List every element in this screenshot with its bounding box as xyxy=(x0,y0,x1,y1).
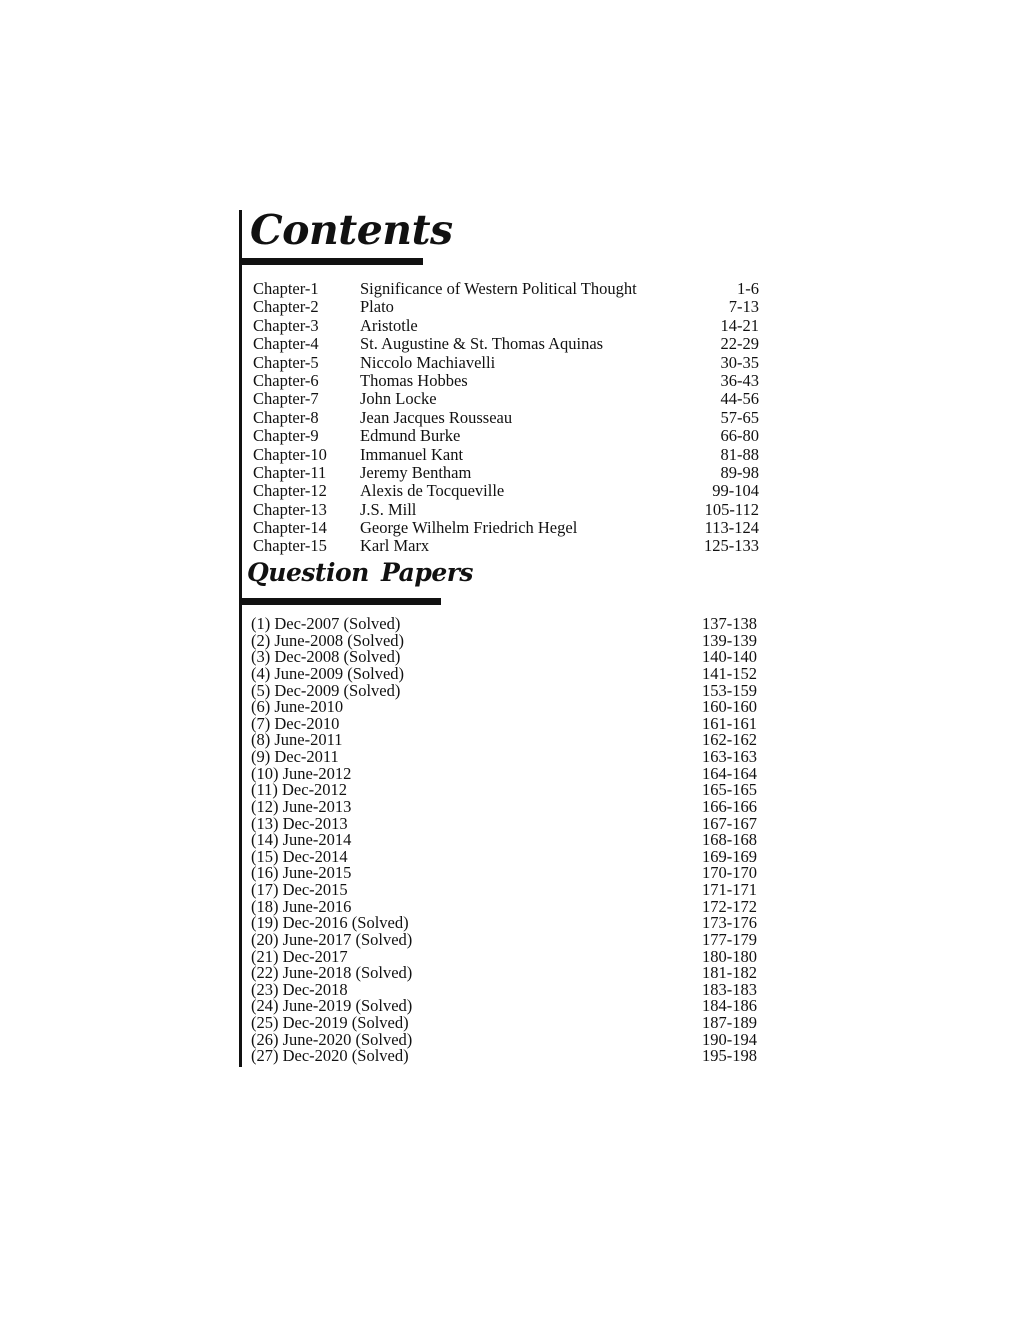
chapter-number: Chapter-9 xyxy=(253,426,319,446)
chapter-title: Karl Marx xyxy=(360,536,430,556)
paper-pages: 160-160 xyxy=(702,697,757,717)
paper-label: (7) Dec-2010 xyxy=(251,713,340,733)
paper-label: (11) Dec-2012 xyxy=(251,780,348,800)
paper-pages: 173-176 xyxy=(702,913,757,933)
paper-label: (15) Dec-2014 xyxy=(251,846,348,866)
paper-label: (26) June-2020 (Solved) xyxy=(251,1029,413,1049)
paper-pages: 172-172 xyxy=(702,896,757,916)
chapter-title: J.S. Mill xyxy=(360,499,417,519)
question-papers-heading-underline xyxy=(241,598,441,605)
chapter-title: Plato xyxy=(360,297,394,317)
paper-label: (4) June-2009 (Solved) xyxy=(251,663,405,683)
chapter-title: Jean Jacques Rousseau xyxy=(360,407,513,427)
chapter-list xyxy=(253,280,759,556)
chapter-title: St. Augustine & St. Thomas Aquinas xyxy=(360,334,604,354)
paper-pages: 162-162 xyxy=(702,730,757,750)
chapter-title: George Wilhelm Friedrich Hegel xyxy=(360,518,578,538)
chapter-row xyxy=(253,519,759,537)
chapter-title: Niccolo Machiavelli xyxy=(360,352,496,372)
chapter-title: Alexis de Tocqueville xyxy=(360,481,505,501)
paper-label: (14) June-2014 xyxy=(251,830,352,850)
paper-pages: 177-179 xyxy=(702,929,757,949)
chapter-pages: 89-98 xyxy=(720,462,759,482)
chapter-title: Significance of Western Political Thought xyxy=(360,279,637,298)
paper-label: (13) Dec-2013 xyxy=(251,813,348,833)
chapter-pages: 22-29 xyxy=(720,334,759,354)
left-vertical-rule xyxy=(239,210,242,1067)
chapter-row xyxy=(253,280,759,298)
paper-label: (1) Dec-2007 (Solved) xyxy=(251,614,401,633)
chapter-row xyxy=(253,354,759,372)
chapter-pages: 14-21 xyxy=(720,315,759,335)
question-papers-heading: Question Papers xyxy=(247,558,473,587)
chapter-pages: 81-88 xyxy=(720,444,759,464)
chapter-pages: 113-124 xyxy=(704,518,759,538)
paper-label: (21) Dec-2017 xyxy=(251,946,348,966)
chapter-row xyxy=(253,482,759,500)
question-paper-row xyxy=(251,796,757,816)
chapter-title: John Locke xyxy=(360,389,437,409)
chapter-pages: 30-35 xyxy=(720,352,759,372)
paper-label: (9) Dec-2011 xyxy=(251,747,339,766)
paper-label: (8) June-2011 xyxy=(251,730,343,750)
paper-pages: 161-161 xyxy=(702,713,757,733)
chapter-number: Chapter-7 xyxy=(253,389,319,409)
paper-pages: 183-183 xyxy=(702,979,757,999)
chapter-title: Thomas Hobbes xyxy=(360,370,468,390)
paper-label: (16) June-2015 xyxy=(251,863,352,883)
question-paper-list xyxy=(251,616,757,1065)
paper-label: (5) Dec-2009 (Solved) xyxy=(251,680,401,700)
paper-label: (3) Dec-2008 (Solved) xyxy=(251,647,401,667)
paper-pages: 195-198 xyxy=(702,1046,757,1066)
chapter-number: Chapter-14 xyxy=(253,518,327,538)
chapter-number: Chapter-1 xyxy=(253,279,319,298)
paper-pages: 166-166 xyxy=(702,796,757,816)
chapter-row xyxy=(253,317,759,335)
paper-pages: 170-170 xyxy=(702,863,757,883)
chapter-title: Jeremy Bentham xyxy=(360,462,472,482)
paper-label: (22) June-2018 (Solved) xyxy=(251,963,413,983)
chapter-row xyxy=(253,501,759,519)
chapter-number: Chapter-3 xyxy=(253,315,319,335)
question-paper-row xyxy=(251,663,757,683)
chapter-number: Chapter-13 xyxy=(253,499,327,519)
paper-label: (27) Dec-2020 (Solved) xyxy=(251,1046,409,1066)
paper-pages: 141-152 xyxy=(702,663,757,683)
chapter-row xyxy=(253,464,759,482)
chapter-pages: 99-104 xyxy=(712,481,759,501)
paper-label: (25) Dec-2019 (Solved) xyxy=(251,1013,409,1032)
paper-pages: 137-138 xyxy=(702,614,757,633)
paper-pages: 180-180 xyxy=(702,946,757,966)
paper-pages: 184-186 xyxy=(702,996,757,1016)
question-paper-row xyxy=(251,929,757,949)
chapter-pages: 1-6 xyxy=(737,279,759,298)
paper-label: (12) June-2013 xyxy=(251,796,352,816)
paper-label: (2) June-2008 (Solved) xyxy=(251,630,405,650)
paper-pages: 139-139 xyxy=(702,630,757,650)
paper-pages: 190-194 xyxy=(702,1029,757,1049)
paper-label: (17) Dec-2015 xyxy=(251,880,348,899)
chapter-number: Chapter-5 xyxy=(253,352,319,372)
paper-pages: 168-168 xyxy=(702,830,757,850)
chapter-row xyxy=(253,537,759,555)
chapter-number: Chapter-12 xyxy=(253,481,327,501)
paper-pages: 140-140 xyxy=(702,647,757,667)
chapter-title: Edmund Burke xyxy=(360,426,461,446)
paper-label: (6) June-2010 xyxy=(251,697,344,717)
chapter-pages: 66-80 xyxy=(720,426,759,446)
chapter-row xyxy=(253,298,759,316)
chapter-number: Chapter-15 xyxy=(253,536,327,556)
paper-pages: 181-182 xyxy=(702,963,757,983)
chapter-row xyxy=(253,335,759,353)
chapter-number: Chapter-4 xyxy=(253,334,319,354)
chapter-row xyxy=(253,446,759,464)
chapter-pages: 125-133 xyxy=(704,536,759,556)
paper-label: (18) June-2016 xyxy=(251,896,352,916)
chapter-number: Chapter-2 xyxy=(253,297,319,317)
paper-label: (20) June-2017 (Solved) xyxy=(251,929,413,949)
paper-pages: 164-164 xyxy=(702,763,757,783)
paper-pages: 187-189 xyxy=(702,1013,757,1032)
paper-pages: 167-167 xyxy=(702,813,757,833)
chapter-pages: 7-13 xyxy=(728,297,759,317)
contents-heading-underline xyxy=(241,258,423,265)
chapter-title: Aristotle xyxy=(360,315,418,335)
paper-pages: 153-159 xyxy=(702,680,757,700)
paper-label: (23) Dec-2018 xyxy=(251,979,348,999)
paper-pages: 163-163 xyxy=(702,747,757,766)
paper-label: (10) June-2012 xyxy=(251,763,352,783)
chapter-pages: 105-112 xyxy=(704,499,759,519)
chapter-pages: 36-43 xyxy=(720,370,759,390)
question-paper-row xyxy=(251,1048,757,1065)
paper-pages: 165-165 xyxy=(702,780,757,800)
chapter-number: Chapter-8 xyxy=(253,407,319,427)
chapter-title: Immanuel Kant xyxy=(360,444,464,464)
chapter-pages: 57-65 xyxy=(720,407,759,427)
paper-label: (19) Dec-2016 (Solved) xyxy=(251,913,409,933)
chapter-number: Chapter-6 xyxy=(253,370,319,390)
chapter-row xyxy=(253,427,759,445)
paper-pages: 169-169 xyxy=(702,846,757,866)
contents-heading: Contents xyxy=(250,206,453,254)
chapter-pages: 44-56 xyxy=(720,389,759,409)
paper-label: (24) June-2019 (Solved) xyxy=(251,996,413,1016)
chapter-row xyxy=(253,390,759,408)
paper-pages: 171-171 xyxy=(702,880,757,899)
chapter-number: Chapter-10 xyxy=(253,444,327,464)
chapter-number: Chapter-11 xyxy=(253,462,327,482)
chapter-row xyxy=(253,409,759,427)
chapter-row xyxy=(253,372,759,390)
